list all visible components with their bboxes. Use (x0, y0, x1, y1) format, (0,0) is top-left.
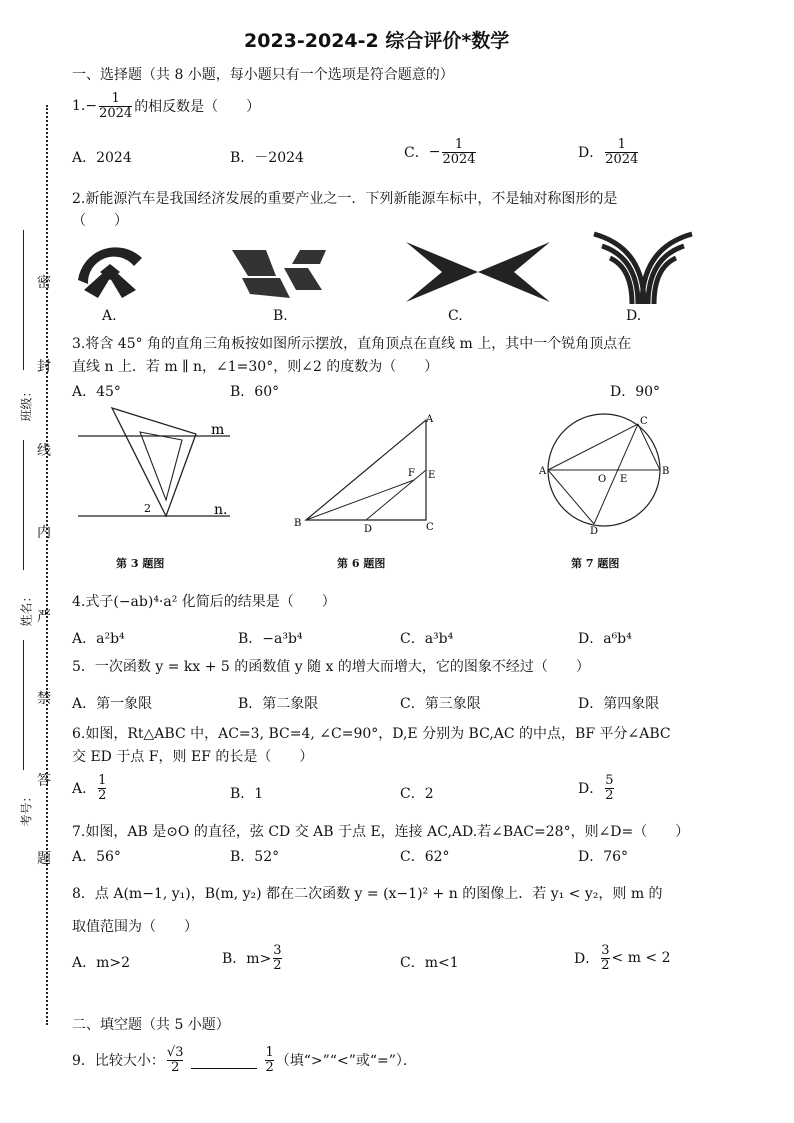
label-e: E (428, 470, 436, 481)
fraction (98, 774, 106, 802)
fraction (605, 774, 613, 802)
q4-stem: 4.式子(−ab)⁴·a² 化简后的结果是（ ） (72, 594, 336, 610)
q7-option-c: C．62° (400, 849, 450, 865)
figure-3 (70, 404, 270, 524)
q3-stem-line1: 3.将含 45° 角的直角三角板按如图所示摆放，直角顶点在直线 m 上，其中一个锐角顶点在 (72, 336, 632, 352)
fraction (273, 944, 281, 972)
label-b: B (294, 518, 302, 529)
field-line (23, 230, 24, 370)
q7-stem: 7.如图，AB 是⊙O 的直径，弦 CD 交 AB 于点 E，连接 AC,AD.若∠BAC=28°，则∠D=（ ） (72, 824, 690, 840)
seal-char: 答 (37, 773, 51, 789)
label-d: D (364, 524, 373, 535)
numerator: 1 (98, 773, 107, 788)
seal-char: 禁 (37, 691, 51, 707)
q6-option-a (72, 774, 108, 802)
seal-char: 封 (37, 359, 51, 375)
q2-stem: 2.新能源汽车是我国经济发展的重要产业之一．下列新能源车标中，不是轴对称图形的是 (72, 191, 618, 207)
label-d: D (590, 526, 599, 537)
segment-de (366, 470, 426, 520)
q9-prefix: 9．比较大小： (72, 1053, 165, 1070)
logo-c (406, 242, 550, 302)
class-field-label: 班级： (19, 385, 34, 422)
q3-option-d: D．90° (610, 384, 661, 400)
option-tail: < m < 2 (611, 950, 671, 967)
logo-d (594, 234, 692, 304)
denominator: 2024 (442, 151, 476, 167)
q5-option-a: A．第一象限 (72, 696, 153, 712)
segment-bf (306, 480, 414, 520)
label-m: m (211, 422, 225, 438)
label-n: n. (214, 502, 228, 518)
q2-paren: （ ） (72, 213, 128, 229)
q3-option-a: A．45° (72, 384, 121, 400)
q6-option-b: B．1 (230, 786, 264, 802)
segment-cb (638, 424, 660, 470)
q3-stem-line2: 直线 n 上．若 m ∥ n，∠1=30°，则∠2 的度数为（ ） (72, 359, 439, 375)
q2-label-d: D. (626, 308, 642, 324)
figure-7-caption: 第 7 题图 (571, 557, 620, 570)
q2-logos (70, 228, 750, 308)
q4-option-c: C．a³b⁴ (400, 631, 454, 647)
option-label: C． (404, 145, 429, 162)
q6-stem-line2: 交 ED 于点 F，则 EF 的长是（ ） (72, 749, 314, 765)
numerator: 1 (111, 91, 120, 106)
numerator: 1 (617, 137, 626, 152)
figure-3-caption: 第 3 题图 (116, 557, 165, 570)
fraction (167, 1046, 184, 1074)
figure-7 (540, 410, 680, 535)
figure-6 (292, 410, 452, 535)
numerator: 1 (454, 137, 464, 152)
fraction (605, 138, 638, 166)
q8-option-c: C．m<1 (400, 955, 459, 971)
seal-char: 内 (37, 525, 51, 541)
q5-option-b: B．第二象限 (238, 696, 319, 712)
q4-option-a: A．a²b⁴ (72, 631, 125, 647)
fraction (601, 944, 609, 972)
option-label: A． (72, 781, 97, 798)
q1-fraction (99, 92, 132, 120)
fraction (265, 1046, 273, 1074)
q2-label-c: C. (448, 308, 463, 324)
denominator: 2 (605, 787, 614, 803)
q1-option-a: A．2024 (72, 150, 132, 166)
question-9 (72, 1046, 417, 1074)
label-a: A (426, 414, 434, 425)
q9-tail: （填“>”“<”或“=”）． (275, 1053, 417, 1070)
q7-option-a: A．56° (72, 849, 121, 865)
label-a: A (539, 466, 547, 477)
seal-dotted-line (46, 105, 48, 1025)
q5-stem: 5．一次函数 y = kx + 5 的函数值 y 随 x 的增大而增大，它的图象不经过（ ） (72, 659, 590, 675)
q1-option-d (578, 138, 640, 166)
label-c: C (426, 522, 434, 533)
q1-number: 1. (72, 98, 86, 115)
option-label: D． (578, 781, 604, 798)
numerator: 3 (601, 943, 610, 958)
question-1 (72, 92, 260, 120)
q6-stem-line1: 6.如图，Rt△ABC 中，AC=3, BC=4, ∠C=90°，D,E 分别为 BC,AC 的中点，BF 平分∠ABC (72, 726, 671, 742)
field-line (23, 440, 24, 570)
q6-option-d (578, 774, 616, 802)
segment-ac (548, 424, 638, 470)
numerator: 3 (273, 943, 282, 958)
q1-option-b: B．－2024 (230, 150, 304, 166)
q7-option-b: B．52° (230, 849, 280, 865)
label-f: F (408, 468, 415, 479)
q8-option-b (222, 944, 284, 972)
angle-2-label: 2 (144, 502, 151, 515)
q1-option-c (404, 138, 478, 166)
q5-option-c: C．第三象限 (400, 696, 481, 712)
q8-option-d (574, 944, 671, 972)
label-o: O (598, 474, 607, 485)
label-e: E (620, 474, 628, 485)
numerator: 1 (265, 1045, 274, 1060)
q3-option-b: B．60° (230, 384, 280, 400)
q5-option-d: D．第四象限 (578, 696, 660, 712)
answer-blank[interactable] (191, 1052, 257, 1069)
q8-option-a: A．m>2 (72, 955, 131, 971)
section-2-heading: 二、填空题（共 5 小题） (72, 1017, 230, 1033)
denominator: 2 (601, 957, 610, 973)
numerator: 5 (605, 773, 614, 788)
q1-minus: − (85, 98, 98, 115)
denominator: 2024 (99, 105, 133, 121)
q8-stem-line2: 取值范围为（ ） (72, 919, 198, 935)
q7-option-d: D．76° (578, 849, 629, 865)
logo-b (232, 250, 326, 298)
field-line (23, 640, 24, 770)
page-title: 2023-2024-2 综合评价*数学 (244, 30, 510, 52)
numerator: √3 (166, 1045, 184, 1060)
section-heading: 一、选择题（共 8 小题，每小题只有一个选项是符合题意的） (72, 67, 454, 83)
q4-option-b: B．−a³b⁴ (238, 631, 303, 647)
q8-stem-line1: 8．点 A(m−1, y₁)，B(m, y₂) 都在二次函数 y = (x−1)² + n 的图像上．若 y₁ < y₂，则 m 的 (72, 886, 663, 902)
option-label: B．m> (222, 951, 272, 968)
q6-option-c: C．2 (400, 786, 434, 802)
denominator: 2 (98, 787, 107, 803)
option-label: D． (574, 951, 600, 968)
q1-stem: 的相反数是（ ） (134, 99, 261, 116)
triangle-outer (112, 408, 196, 516)
seal-char: 线 (37, 443, 51, 459)
seal-char: 题 (37, 851, 51, 867)
fraction (442, 138, 475, 166)
denominator: 2 (171, 1059, 180, 1075)
label-b: B (662, 466, 670, 477)
q2-label-a: A. (102, 308, 117, 324)
q4-option-d: D．a⁶b⁴ (578, 631, 632, 647)
seal-char: 密 (37, 275, 51, 291)
name-field-label: 姓名： (19, 590, 34, 627)
logo-a (78, 247, 142, 298)
seal-char: 严 (37, 609, 51, 625)
exam-no-field-label: 考号： (19, 790, 34, 827)
denominator: 2024 (605, 151, 639, 167)
denominator: 2 (273, 957, 282, 973)
denominator: 2 (265, 1059, 274, 1075)
q2-label-b: B. (273, 308, 288, 324)
label-c: C (640, 416, 648, 427)
option-label: D． (578, 145, 604, 162)
figure-6-caption: 第 6 题图 (337, 557, 386, 570)
minus-sign: − (428, 144, 441, 161)
